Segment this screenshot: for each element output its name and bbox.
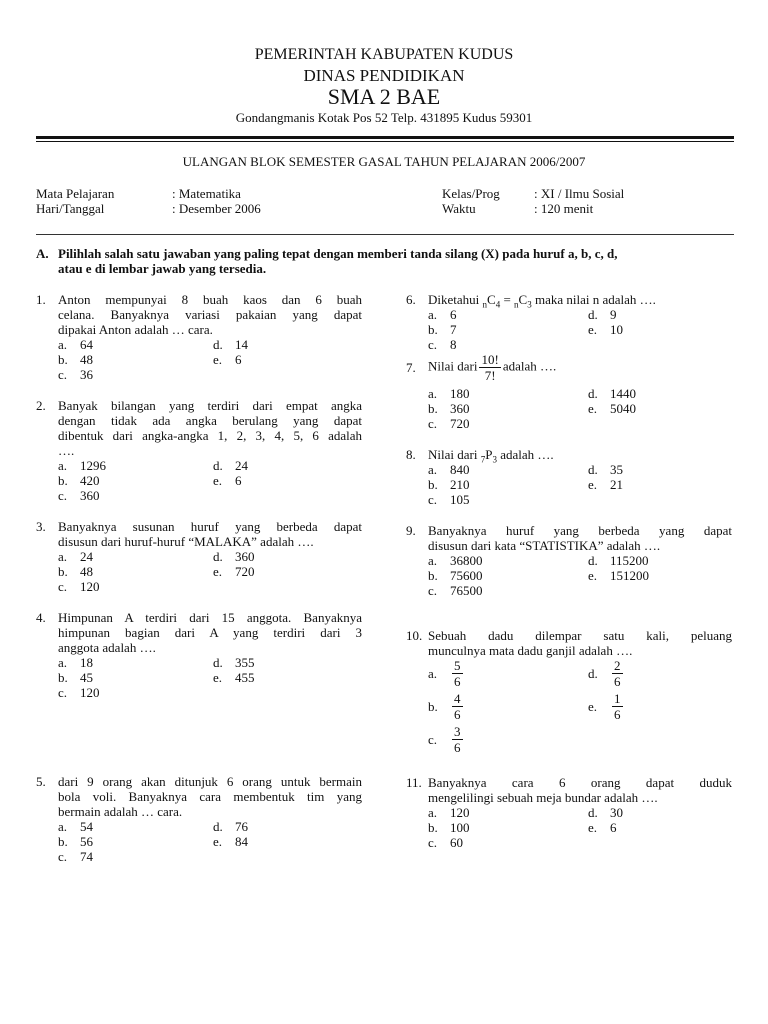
answer-option-b[interactable] bbox=[58, 834, 93, 849]
option-value: 105 bbox=[450, 492, 470, 507]
option-letter: d. bbox=[588, 553, 598, 568]
fraction bbox=[452, 691, 463, 722]
option-letter: c. bbox=[428, 835, 438, 850]
question-stem-line: Anton mempunyai 8 buah kaos dan 6 buah bbox=[58, 292, 362, 307]
answer-option-b[interactable] bbox=[58, 670, 93, 685]
answer-option-a[interactable] bbox=[58, 458, 106, 473]
combination-k: 4 bbox=[495, 299, 501, 310]
option-letter: b. bbox=[428, 699, 438, 714]
option-letter: a. bbox=[58, 458, 68, 473]
option-letter: b. bbox=[58, 834, 68, 849]
fraction bbox=[612, 691, 623, 722]
question-stem bbox=[428, 523, 732, 553]
option-letter: c. bbox=[428, 583, 438, 598]
answer-option-b[interactable] bbox=[428, 477, 470, 492]
option-value: 24 bbox=[80, 549, 93, 564]
question-stem-line: …. bbox=[58, 443, 75, 458]
fraction-numerator: 3 bbox=[454, 724, 461, 739]
option-letter: d. bbox=[588, 805, 598, 820]
option-letter: c. bbox=[428, 416, 438, 431]
option-letter: d. bbox=[588, 666, 598, 681]
info-divider bbox=[36, 234, 734, 235]
answer-option-a[interactable] bbox=[58, 337, 93, 352]
option-letter: b. bbox=[428, 820, 438, 835]
combination-n: n bbox=[482, 299, 488, 310]
question-stem bbox=[58, 610, 362, 655]
fraction-denominator: 6 bbox=[454, 740, 461, 755]
question-stem-line: Banyaknya cara 6 orang dapat duduk bbox=[428, 775, 732, 790]
option-value: 75600 bbox=[450, 568, 483, 583]
answer-option-d[interactable] bbox=[213, 819, 248, 834]
header-department: DINAS PENDIDIKAN bbox=[303, 66, 465, 85]
question-stem-line: bermain adalah … cara. bbox=[58, 804, 183, 819]
answer-option-e[interactable] bbox=[213, 352, 242, 367]
option-letter: a. bbox=[58, 819, 68, 834]
option-value: 420 bbox=[80, 473, 100, 488]
answer-option-e[interactable] bbox=[588, 322, 623, 337]
option-value: 54 bbox=[80, 819, 93, 834]
date-label: Hari/Tanggal bbox=[36, 201, 105, 216]
option-value: 120 bbox=[80, 685, 100, 700]
option-value: 10 bbox=[610, 322, 623, 337]
answer-option-c[interactable] bbox=[428, 492, 470, 507]
answer-option-c[interactable] bbox=[58, 685, 100, 700]
option-value: 360 bbox=[235, 549, 255, 564]
option-letter: d. bbox=[213, 819, 223, 834]
answer-option-e[interactable] bbox=[213, 834, 248, 849]
answer-option-a[interactable] bbox=[428, 553, 483, 568]
fraction bbox=[452, 724, 463, 755]
option-letter: a. bbox=[58, 337, 68, 352]
option-value: 30 bbox=[610, 805, 623, 820]
answer-option-b[interactable] bbox=[428, 691, 465, 722]
question-number: 11. bbox=[406, 775, 422, 790]
option-letter: c. bbox=[58, 579, 68, 594]
option-letter: c. bbox=[58, 685, 68, 700]
answer-option-e[interactable] bbox=[588, 691, 625, 722]
option-value: 35 bbox=[610, 462, 623, 477]
class-label: Kelas/Prog bbox=[442, 186, 500, 201]
option-value: 60 bbox=[450, 835, 463, 850]
answer-option-d[interactable] bbox=[588, 462, 623, 477]
option-value: 6 bbox=[450, 307, 457, 322]
answer-option-c[interactable] bbox=[58, 579, 100, 594]
option-value: 18 bbox=[80, 655, 93, 670]
header-rule-thick bbox=[36, 136, 734, 139]
option-value: 24 bbox=[235, 458, 248, 473]
question-stem-line: anggota adalah …. bbox=[58, 640, 156, 655]
stem-text: adalah …. bbox=[502, 358, 557, 374]
answer-option-e[interactable] bbox=[588, 820, 617, 835]
option-value: 720 bbox=[450, 416, 470, 431]
fraction-denominator: 7! bbox=[479, 367, 500, 383]
option-value: 74 bbox=[80, 849, 93, 864]
exam-title: ULANGAN BLOK SEMESTER GASAL TAHUN PELAJARAN 2006/2007 bbox=[182, 154, 586, 169]
question-stem-line: celana. Banyaknya variasi pakaian yang dapat bbox=[58, 307, 362, 322]
question-stem-line: Banyak bilangan yang terdiri dari empat angka bbox=[58, 398, 362, 413]
combination-k: 3 bbox=[527, 299, 532, 310]
option-letter: e. bbox=[213, 834, 223, 849]
option-letter: a. bbox=[428, 553, 438, 568]
stem-text: adalah …. bbox=[496, 447, 554, 462]
option-value: 48 bbox=[80, 564, 93, 579]
question-number: 8. bbox=[406, 447, 416, 462]
header-rule-thin bbox=[36, 141, 734, 142]
option-letter: e. bbox=[588, 477, 598, 492]
option-letter: a. bbox=[58, 549, 68, 564]
option-value: 8 bbox=[450, 337, 457, 352]
answer-option-e[interactable] bbox=[213, 670, 255, 685]
question-number: 2. bbox=[36, 398, 46, 413]
option-letter: b. bbox=[428, 322, 438, 337]
answer-option-b[interactable] bbox=[58, 352, 93, 367]
answer-option-e[interactable] bbox=[588, 568, 649, 583]
option-letter: d. bbox=[213, 655, 223, 670]
option-letter: e. bbox=[588, 568, 598, 583]
option-letter: b. bbox=[58, 352, 68, 367]
option-value: 355 bbox=[235, 655, 255, 670]
answer-option-c[interactable] bbox=[58, 849, 93, 864]
answer-option-c[interactable] bbox=[428, 724, 465, 755]
option-letter: e. bbox=[588, 401, 598, 416]
option-letter: c. bbox=[58, 488, 68, 503]
question-stem-line: bola voli. Banyaknya cara membentuk tim yang bbox=[58, 789, 362, 804]
option-letter: e. bbox=[213, 564, 223, 579]
option-letter: a. bbox=[428, 666, 438, 681]
question-number: 1. bbox=[36, 292, 46, 307]
answer-option-d[interactable] bbox=[588, 658, 625, 689]
option-value: 840 bbox=[450, 462, 470, 477]
fraction-numerator: 5 bbox=[454, 658, 461, 673]
answer-option-b[interactable] bbox=[428, 568, 483, 583]
option-value: 5040 bbox=[610, 401, 636, 416]
option-value: 210 bbox=[450, 477, 470, 492]
option-letter: a. bbox=[428, 462, 438, 477]
question-stem bbox=[58, 292, 362, 337]
option-letter: e. bbox=[213, 352, 223, 367]
instruction-line-1: Pilihlah salah satu jawaban yang paling tepat dengan memberi tanda silang (X) pada huruf a, b, c, d, bbox=[58, 246, 618, 261]
option-letter: a. bbox=[58, 655, 68, 670]
option-value: 1296 bbox=[80, 458, 106, 473]
question-number: 5. bbox=[36, 774, 46, 789]
answer-option-c[interactable] bbox=[428, 416, 470, 431]
answer-option-c[interactable] bbox=[428, 835, 463, 850]
answer-option-a[interactable] bbox=[428, 307, 457, 322]
answer-option-e[interactable] bbox=[213, 473, 242, 488]
subject-value: : Matematika bbox=[172, 186, 241, 201]
option-value: 7 bbox=[450, 322, 457, 337]
option-letter: b. bbox=[428, 568, 438, 583]
answer-option-a[interactable] bbox=[428, 805, 470, 820]
fraction bbox=[452, 658, 463, 689]
answer-option-b[interactable] bbox=[58, 564, 93, 579]
option-value: 76500 bbox=[450, 583, 483, 598]
option-value: 720 bbox=[235, 564, 255, 579]
option-value: 14 bbox=[235, 337, 248, 352]
answer-option-a[interactable] bbox=[428, 658, 465, 689]
option-value: 6 bbox=[235, 352, 242, 367]
question-stem-line: disusun dari kata “STATISTIKA” adalah …. bbox=[428, 538, 661, 553]
option-value: 36800 bbox=[450, 553, 483, 568]
option-letter: e. bbox=[213, 670, 223, 685]
header-government: PEMERINTAH KABUPATEN KUDUS bbox=[254, 46, 514, 63]
answer-option-c[interactable] bbox=[428, 583, 483, 598]
answer-option-d[interactable] bbox=[588, 805, 623, 820]
option-value: 45 bbox=[80, 670, 93, 685]
fraction bbox=[612, 658, 623, 689]
equals-sign: = bbox=[500, 292, 515, 307]
header-school: SMA 2 BAE bbox=[327, 84, 441, 109]
option-value: 360 bbox=[450, 401, 470, 416]
option-value: 76 bbox=[235, 819, 248, 834]
option-value: 120 bbox=[80, 579, 100, 594]
option-value: 180 bbox=[450, 386, 470, 401]
answer-option-a[interactable] bbox=[428, 462, 470, 477]
option-letter: c. bbox=[428, 337, 438, 352]
option-letter: a. bbox=[428, 805, 438, 820]
question-stem-line: Banyaknya susunan huruf yang berbeda dapat bbox=[58, 519, 362, 534]
option-letter: b. bbox=[58, 564, 68, 579]
option-value: 100 bbox=[450, 820, 470, 835]
option-letter: e. bbox=[588, 322, 598, 337]
answer-option-d[interactable] bbox=[588, 307, 617, 322]
option-value: 120 bbox=[450, 805, 470, 820]
option-letter: d. bbox=[213, 458, 223, 473]
question-stem-line: dari 9 orang akan ditunjuk 6 orang untuk bermain bbox=[58, 774, 362, 789]
answer-option-d[interactable] bbox=[213, 549, 255, 564]
question-stem bbox=[428, 628, 732, 658]
answer-option-d[interactable] bbox=[213, 655, 255, 670]
question-stem bbox=[428, 775, 732, 805]
option-value: 36 bbox=[80, 367, 93, 382]
option-value: 9 bbox=[610, 307, 617, 322]
fraction-denominator: 6 bbox=[454, 674, 461, 689]
question-stem bbox=[428, 352, 732, 383]
combination-symbol: C bbox=[518, 292, 528, 307]
fraction-denominator: 6 bbox=[614, 674, 621, 689]
question-stem-line: Sebuah dadu dilempar satu kali, peluang bbox=[428, 628, 732, 643]
option-value: 115200 bbox=[610, 553, 649, 568]
stem-text: Nilai dari bbox=[428, 447, 481, 462]
time-value: : 120 menit bbox=[534, 201, 594, 216]
option-value: 84 bbox=[235, 834, 248, 849]
fraction-numerator: 1 bbox=[614, 691, 621, 706]
option-letter: d. bbox=[213, 337, 223, 352]
question-stem bbox=[58, 774, 362, 819]
permutation-symbol: P bbox=[485, 447, 493, 462]
option-letter: e. bbox=[588, 820, 598, 835]
option-letter: a. bbox=[428, 307, 438, 322]
instruction-label: A. bbox=[36, 246, 49, 261]
option-letter: b. bbox=[58, 473, 68, 488]
answer-option-c[interactable] bbox=[58, 488, 100, 503]
option-letter: c. bbox=[428, 492, 438, 507]
answer-option-e[interactable] bbox=[213, 564, 255, 579]
stem-text: maka nilai n adalah …. bbox=[531, 292, 656, 307]
fraction bbox=[479, 352, 500, 383]
answer-option-b[interactable] bbox=[428, 401, 470, 416]
answer-option-b[interactable] bbox=[428, 322, 457, 337]
option-letter: d. bbox=[588, 386, 598, 401]
answer-option-d[interactable] bbox=[213, 458, 248, 473]
question-stem bbox=[58, 398, 362, 458]
answer-option-c[interactable] bbox=[58, 367, 93, 382]
question-number: 7. bbox=[406, 360, 416, 375]
answer-option-d[interactable] bbox=[588, 386, 636, 401]
option-value: 64 bbox=[80, 337, 93, 352]
answer-option-d[interactable] bbox=[588, 553, 649, 568]
option-letter: b. bbox=[58, 670, 68, 685]
option-letter: a. bbox=[428, 386, 438, 401]
fraction-numerator: 10! bbox=[481, 352, 499, 367]
answer-option-d[interactable] bbox=[213, 337, 248, 352]
question-stem-line: mengelilingi sebuah meja bundar adalah …. bbox=[428, 790, 658, 805]
instruction-line-2: atau e di lembar jawab yang tersedia. bbox=[58, 261, 267, 276]
answer-option-a[interactable] bbox=[58, 819, 93, 834]
option-value: 6 bbox=[610, 820, 617, 835]
option-letter: e. bbox=[588, 699, 598, 714]
question-stem-line: munculnya mata dadu ganjil adalah …. bbox=[428, 643, 633, 658]
time-label: Waktu bbox=[442, 201, 476, 216]
fraction-numerator: 2 bbox=[614, 658, 621, 673]
header-address: Gondangmanis Kotak Pos 52 Telp. 431895 Kudus 59301 bbox=[235, 110, 533, 125]
question-stem-line: himpunan bagian dari A yang terdiri dari 3 bbox=[58, 625, 362, 640]
question-stem-line: dibentuk dari angka-angka 1, 2, 3, 4, 5, 6 adalah bbox=[58, 428, 362, 443]
option-letter: c. bbox=[58, 367, 68, 382]
option-letter: b. bbox=[428, 401, 438, 416]
option-value: 56 bbox=[80, 834, 93, 849]
permutation-n: 7 bbox=[480, 454, 486, 465]
option-letter: e. bbox=[213, 473, 223, 488]
answer-option-a[interactable] bbox=[428, 386, 470, 401]
question-number: 3. bbox=[36, 519, 46, 534]
question-stem-line: disusun dari huruf-huruf “MALAKA” adalah …. bbox=[58, 534, 314, 549]
answer-option-a[interactable] bbox=[58, 655, 93, 670]
answer-option-b[interactable] bbox=[428, 820, 470, 835]
answer-option-e[interactable] bbox=[588, 477, 623, 492]
stem-text: Diketahui bbox=[428, 292, 483, 307]
question-stem bbox=[58, 519, 362, 549]
option-value: 360 bbox=[80, 488, 100, 503]
question-number: 4. bbox=[36, 610, 46, 625]
question-stem-line: dipakai Anton adalah … cara. bbox=[58, 322, 213, 337]
question-number: 9. bbox=[406, 523, 416, 538]
option-letter: b. bbox=[428, 477, 438, 492]
question-stem-line: Himpunan A terdiri dari 15 anggota. Banyaknya bbox=[58, 610, 362, 625]
subject-label: Mata Pelajaran bbox=[36, 186, 115, 201]
question-stem-line: dengan tidak ada angka berulang yang dapat bbox=[58, 413, 362, 428]
question-number: 10. bbox=[406, 628, 423, 643]
question-stem bbox=[428, 447, 732, 468]
stem-text: Nilai dari bbox=[428, 358, 478, 374]
combination-symbol: C bbox=[487, 292, 496, 307]
option-letter: d. bbox=[588, 462, 598, 477]
option-value: 48 bbox=[80, 352, 93, 367]
option-letter: c. bbox=[58, 849, 68, 864]
option-value: 21 bbox=[610, 477, 623, 492]
question-number: 6. bbox=[406, 292, 416, 307]
option-letter: c. bbox=[428, 732, 438, 747]
option-value: 455 bbox=[235, 670, 255, 685]
fraction-numerator: 4 bbox=[454, 691, 461, 706]
option-letter: d. bbox=[588, 307, 598, 322]
answer-option-e[interactable] bbox=[588, 401, 636, 416]
combination-n: n bbox=[514, 299, 519, 310]
answer-option-b[interactable] bbox=[58, 473, 100, 488]
class-value: : XI / Ilmu Sosial bbox=[534, 186, 625, 201]
answer-option-c[interactable] bbox=[428, 337, 457, 352]
date-value: : Desember 2006 bbox=[172, 201, 261, 216]
fraction-denominator: 6 bbox=[614, 707, 621, 722]
question-stem bbox=[428, 292, 732, 313]
option-value: 151200 bbox=[610, 568, 649, 583]
option-value: 1440 bbox=[610, 386, 636, 401]
permutation-k: 3 bbox=[492, 454, 497, 465]
option-letter: d. bbox=[213, 549, 223, 564]
answer-option-a[interactable] bbox=[58, 549, 93, 564]
option-value: 6 bbox=[235, 473, 242, 488]
question-stem-line: Banyaknya huruf yang berbeda yang dapat bbox=[428, 523, 732, 538]
fraction-denominator: 6 bbox=[454, 707, 461, 722]
